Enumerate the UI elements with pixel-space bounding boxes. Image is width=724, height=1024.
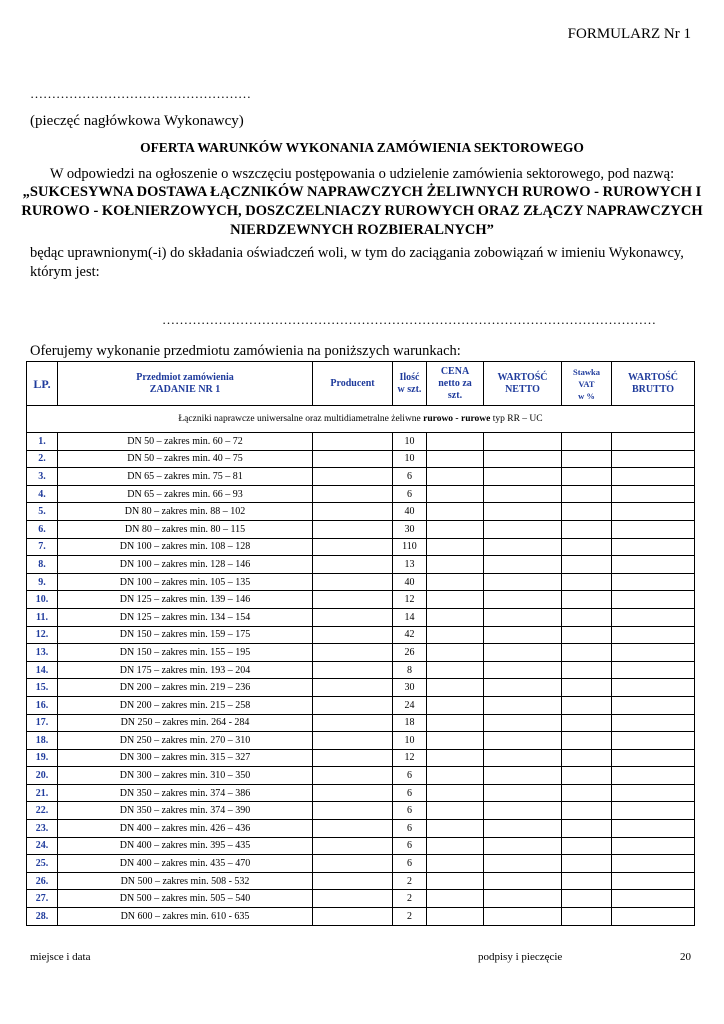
offer-table xyxy=(26,361,695,926)
unit-price-cell[interactable] xyxy=(427,872,484,890)
lp-cell: 18. xyxy=(27,732,58,750)
lp-cell: 7. xyxy=(27,538,58,556)
lp-cell: 1. xyxy=(27,433,58,451)
vat-rate-cell[interactable] xyxy=(562,485,612,503)
item-cell: DN 400 – zakres min. 426 – 436 xyxy=(58,820,313,838)
gross-value-cell[interactable] xyxy=(612,608,695,626)
producer-cell[interactable] xyxy=(313,802,393,820)
vat-rate-cell[interactable] xyxy=(562,503,612,521)
qty-cell: 2 xyxy=(393,890,427,908)
page-number: 20 xyxy=(680,951,691,963)
unit-price-cell[interactable] xyxy=(427,538,484,556)
producer-cell[interactable] xyxy=(313,608,393,626)
table-row xyxy=(27,784,695,802)
vat-rate-cell[interactable] xyxy=(562,802,612,820)
net-value-cell[interactable] xyxy=(484,556,562,574)
header-vat-line2: VAT xyxy=(578,378,595,389)
header-subject-line1: Przedmiot zamówienia xyxy=(136,371,234,383)
table-row xyxy=(27,433,695,451)
qty-cell: 10 xyxy=(393,732,427,750)
net-value-cell[interactable] xyxy=(484,661,562,679)
table-row xyxy=(27,837,695,855)
producer-cell[interactable] xyxy=(313,855,393,873)
producer-cell[interactable] xyxy=(313,890,393,908)
table-row xyxy=(27,890,695,908)
item-cell: DN 80 – zakres min. 88 – 102 xyxy=(58,503,313,521)
item-cell: DN 500 – zakres min. 508 - 532 xyxy=(58,872,313,890)
item-cell: DN 150 – zakres min. 159 – 175 xyxy=(58,626,313,644)
vat-rate-cell[interactable] xyxy=(562,468,612,486)
qty-cell: 6 xyxy=(393,784,427,802)
gross-value-cell[interactable] xyxy=(612,837,695,855)
unit-price-cell[interactable] xyxy=(427,573,484,591)
place-date-label: miejsce i data xyxy=(30,951,91,963)
header-lp: LP. xyxy=(27,362,58,406)
gross-value-cell[interactable] xyxy=(612,820,695,838)
qty-cell: 6 xyxy=(393,802,427,820)
document-title: OFERTA WARUNKÓW WYKONANIA ZAMÓWIENIA SEKTOROWEGO xyxy=(140,140,584,155)
gross-value-cell[interactable] xyxy=(612,802,695,820)
gross-value-cell[interactable] xyxy=(612,468,695,486)
lp-cell: 27. xyxy=(27,890,58,908)
vat-rate-cell[interactable] xyxy=(562,608,612,626)
net-value-cell[interactable] xyxy=(484,433,562,451)
item-cell: DN 80 – zakres min. 80 – 115 xyxy=(58,520,313,538)
lp-cell: 15. xyxy=(27,679,58,697)
vat-rate-cell[interactable] xyxy=(562,696,612,714)
lp-cell: 12. xyxy=(27,626,58,644)
unit-price-cell[interactable] xyxy=(427,890,484,908)
table-row xyxy=(27,732,695,750)
unit-price-cell[interactable] xyxy=(427,802,484,820)
lp-cell: 17. xyxy=(27,714,58,732)
item-cell: DN 300 – zakres min. 310 – 350 xyxy=(58,767,313,785)
vat-rate-cell[interactable] xyxy=(562,644,612,662)
unit-price-cell[interactable] xyxy=(427,644,484,662)
gross-value-cell[interactable] xyxy=(612,433,695,451)
vat-rate-cell[interactable] xyxy=(562,556,612,574)
vat-rate-cell[interactable] xyxy=(562,890,612,908)
table-row xyxy=(27,626,695,644)
gross-value-cell[interactable] xyxy=(612,556,695,574)
qty-cell: 6 xyxy=(393,485,427,503)
header-subject-line2: ZADANIE NR 1 xyxy=(149,383,221,395)
table-row xyxy=(27,714,695,732)
lp-cell: 23. xyxy=(27,820,58,838)
producer-cell[interactable] xyxy=(313,626,393,644)
item-cell: DN 200 – zakres min. 219 – 236 xyxy=(58,679,313,697)
item-cell: DN 250 – zakres min. 270 – 310 xyxy=(58,732,313,750)
net-value-cell[interactable] xyxy=(484,608,562,626)
vat-rate-cell[interactable] xyxy=(562,679,612,697)
item-cell: DN 250 – zakres min. 264 - 284 xyxy=(58,714,313,732)
net-value-cell[interactable] xyxy=(484,644,562,662)
header-price-line3: szt. xyxy=(447,389,463,401)
gross-value-cell[interactable] xyxy=(612,591,695,609)
item-cell: DN 150 – zakres min. 155 – 195 xyxy=(58,644,313,662)
table-row xyxy=(27,749,695,767)
unit-price-cell[interactable] xyxy=(427,433,484,451)
unit-price-cell[interactable] xyxy=(427,749,484,767)
unit-price-cell[interactable] xyxy=(427,608,484,626)
lp-cell: 6. xyxy=(27,520,58,538)
lp-cell: 21. xyxy=(27,784,58,802)
item-cell: DN 100 – zakres min. 108 – 128 xyxy=(58,538,313,556)
gross-value-cell[interactable] xyxy=(612,872,695,890)
qty-cell: 10 xyxy=(393,450,427,468)
producer-cell[interactable] xyxy=(313,556,393,574)
gross-value-cell[interactable] xyxy=(612,485,695,503)
lp-cell: 10. xyxy=(27,591,58,609)
vat-rate-cell[interactable] xyxy=(562,784,612,802)
vat-rate-cell[interactable] xyxy=(562,732,612,750)
item-cell: DN 50 – zakres min. 60 – 72 xyxy=(58,433,313,451)
qty-cell: 40 xyxy=(393,503,427,521)
stamp-placeholder: …………………………………………… xyxy=(30,86,251,101)
table-row xyxy=(27,855,695,873)
unit-price-cell[interactable] xyxy=(427,732,484,750)
lp-cell: 22. xyxy=(27,802,58,820)
item-cell: DN 300 – zakres min. 315 – 327 xyxy=(58,749,313,767)
lp-cell: 13. xyxy=(27,644,58,662)
table-row xyxy=(27,450,695,468)
unit-price-cell[interactable] xyxy=(427,520,484,538)
vat-rate-cell[interactable] xyxy=(562,749,612,767)
producer-cell[interactable] xyxy=(313,732,393,750)
header-gross-line1: WARTOŚĆ xyxy=(627,371,679,383)
producer-cell[interactable] xyxy=(313,679,393,697)
net-value-cell[interactable] xyxy=(484,714,562,732)
unit-price-cell[interactable] xyxy=(427,661,484,679)
net-value-cell[interactable] xyxy=(484,872,562,890)
vat-rate-cell[interactable] xyxy=(562,837,612,855)
producer-cell[interactable] xyxy=(313,837,393,855)
header-gross-line2: BRUTTO xyxy=(631,383,675,395)
table-row xyxy=(27,820,695,838)
gross-value-cell[interactable] xyxy=(612,644,695,662)
qty-cell: 42 xyxy=(393,626,427,644)
producer-cell[interactable] xyxy=(313,503,393,521)
table-header-row xyxy=(27,362,695,406)
net-value-cell[interactable] xyxy=(484,485,562,503)
qty-cell: 13 xyxy=(393,556,427,574)
qty-cell: 6 xyxy=(393,855,427,873)
unit-price-cell[interactable] xyxy=(427,450,484,468)
gross-value-cell[interactable] xyxy=(612,714,695,732)
unit-price-cell[interactable] xyxy=(427,556,484,574)
item-cell: DN 100 – zakres min. 128 – 146 xyxy=(58,556,313,574)
net-value-cell[interactable] xyxy=(484,820,562,838)
section-label-c: typ RR – UC xyxy=(490,414,543,424)
vat-rate-cell[interactable] xyxy=(562,538,612,556)
vat-rate-cell[interactable] xyxy=(562,767,612,785)
producer-cell[interactable] xyxy=(313,468,393,486)
qty-cell: 8 xyxy=(393,661,427,679)
gross-value-cell[interactable] xyxy=(612,767,695,785)
qty-cell: 6 xyxy=(393,468,427,486)
vat-rate-cell[interactable] xyxy=(562,872,612,890)
lp-cell: 3. xyxy=(27,468,58,486)
producer-cell[interactable] xyxy=(313,450,393,468)
gross-value-cell[interactable] xyxy=(612,538,695,556)
producer-cell[interactable] xyxy=(313,872,393,890)
item-cell: DN 175 – zakres min. 193 – 204 xyxy=(58,661,313,679)
authorization-text: będąc uprawnionym(-i) do składania oświadczeń woli, w tym do zaciągania zobowiązań w imieniu Wykonawcy, którym jest: xyxy=(30,245,684,280)
vat-rate-cell[interactable] xyxy=(562,573,612,591)
lp-cell: 19. xyxy=(27,749,58,767)
intro-text: W odpowiedzi na ogłoszenie o wszczęciu postępowania o udzielenie zamówienia sektorowego, pod nazwą: xyxy=(49,166,675,182)
producer-cell[interactable] xyxy=(313,661,393,679)
header-subject xyxy=(58,362,313,406)
table-row xyxy=(27,573,695,591)
qty-cell: 26 xyxy=(393,644,427,662)
lp-cell: 5. xyxy=(27,503,58,521)
gross-value-cell[interactable] xyxy=(612,784,695,802)
header-producer: Producent xyxy=(313,362,393,406)
unit-price-cell[interactable] xyxy=(427,485,484,503)
unit-price-cell[interactable] xyxy=(427,820,484,838)
section-label-a: Łączniki naprawcze uniwersalne oraz multidiametralne żeliwne xyxy=(178,414,424,424)
item-cell: DN 200 – zakres min. 215 – 258 xyxy=(58,696,313,714)
qty-cell: 14 xyxy=(393,608,427,626)
unit-price-cell[interactable] xyxy=(427,714,484,732)
producer-cell[interactable] xyxy=(313,784,393,802)
producer-cell[interactable] xyxy=(313,696,393,714)
net-value-cell[interactable] xyxy=(484,503,562,521)
form-number: FORMULARZ Nr 1 xyxy=(567,26,691,42)
header-net-value xyxy=(484,362,562,406)
unit-price-cell[interactable] xyxy=(427,784,484,802)
contractor-placeholder: …………………………………………………………………………………………………… xyxy=(162,312,656,327)
qty-cell: 12 xyxy=(393,591,427,609)
table-row xyxy=(27,503,695,521)
gross-value-cell[interactable] xyxy=(612,450,695,468)
qty-cell: 2 xyxy=(393,872,427,890)
unit-price-cell[interactable] xyxy=(427,503,484,521)
table-row xyxy=(27,538,695,556)
lp-cell: 8. xyxy=(27,556,58,574)
qty-cell: 40 xyxy=(393,573,427,591)
table-row xyxy=(27,556,695,574)
header-qty xyxy=(393,362,427,406)
gross-value-cell[interactable] xyxy=(612,855,695,873)
signatures-label: podpisy i pieczęcie xyxy=(478,951,563,963)
lp-cell: 2. xyxy=(27,450,58,468)
net-value-cell[interactable] xyxy=(484,450,562,468)
unit-price-cell[interactable] xyxy=(427,468,484,486)
header-qty-line2: w szt. xyxy=(397,383,422,395)
gross-value-cell[interactable] xyxy=(612,749,695,767)
vat-rate-cell[interactable] xyxy=(562,820,612,838)
net-value-cell[interactable] xyxy=(484,908,562,926)
table-row xyxy=(27,485,695,503)
net-value-cell[interactable] xyxy=(484,591,562,609)
vat-rate-cell[interactable] xyxy=(562,908,612,926)
header-net-line2: NETTO xyxy=(505,383,540,395)
producer-cell[interactable] xyxy=(313,749,393,767)
unit-price-cell[interactable] xyxy=(427,855,484,873)
header-unit-price xyxy=(427,362,484,406)
table-row xyxy=(27,696,695,714)
net-value-cell[interactable] xyxy=(484,855,562,873)
table-row xyxy=(27,520,695,538)
lp-cell: 20. xyxy=(27,767,58,785)
gross-value-cell[interactable] xyxy=(612,908,695,926)
item-cell: DN 65 – zakres min. 75 – 81 xyxy=(58,468,313,486)
qty-cell: 6 xyxy=(393,767,427,785)
lp-cell: 25. xyxy=(27,855,58,873)
producer-cell[interactable] xyxy=(313,538,393,556)
net-value-cell[interactable] xyxy=(484,626,562,644)
tender-subject: „SUKCESYWNA DOSTAWA ŁĄCZNIKÓW NAPRAWCZYCH ŻELIWNYCH RUROWO - RUROWYCH I RUROWO - KOŁNIERZOWYCH, DOSZCZELNIACZY RUROWYCH ORAZ ZŁĄCZY NAPRAWCZYCH NIERDZEWNYCH ROZBIERALNYCH” xyxy=(21,184,703,238)
item-cell: DN 125 – zakres min. 134 – 154 xyxy=(58,608,313,626)
item-cell: DN 65 – zakres min. 66 – 93 xyxy=(58,485,313,503)
item-cell: DN 350 – zakres min. 374 – 386 xyxy=(58,784,313,802)
producer-cell[interactable] xyxy=(313,820,393,838)
section-label xyxy=(27,406,695,433)
producer-cell[interactable] xyxy=(313,433,393,451)
gross-value-cell[interactable] xyxy=(612,626,695,644)
section-label-b: rurowo - rurowe xyxy=(423,414,491,424)
header-gross-value xyxy=(612,362,695,406)
vat-rate-cell[interactable] xyxy=(562,714,612,732)
net-value-cell[interactable] xyxy=(484,837,562,855)
unit-price-cell[interactable] xyxy=(427,626,484,644)
gross-value-cell[interactable] xyxy=(612,573,695,591)
item-cell: DN 500 – zakres min. 505 – 540 xyxy=(58,890,313,908)
offer-statement: Oferujemy wykonanie przedmiotu zamówienia na poniższych warunkach: xyxy=(30,343,461,359)
producer-cell[interactable] xyxy=(313,644,393,662)
qty-cell: 24 xyxy=(393,696,427,714)
header-vat-line3: w % xyxy=(578,390,595,401)
net-value-cell[interactable] xyxy=(484,696,562,714)
table-row xyxy=(27,872,695,890)
gross-value-cell[interactable] xyxy=(612,732,695,750)
item-cell: DN 100 – zakres min. 105 – 135 xyxy=(58,573,313,591)
table-row xyxy=(27,679,695,697)
lp-cell: 9. xyxy=(27,573,58,591)
net-value-cell[interactable] xyxy=(484,732,562,750)
producer-cell[interactable] xyxy=(313,520,393,538)
stamp-label: (pieczęć nagłówkowa Wykonawcy) xyxy=(30,113,244,129)
net-value-cell[interactable] xyxy=(484,802,562,820)
qty-cell: 18 xyxy=(393,714,427,732)
vat-rate-cell[interactable] xyxy=(562,591,612,609)
header-net-line1: WARTOŚĆ xyxy=(497,371,548,383)
vat-rate-cell[interactable] xyxy=(562,520,612,538)
vat-rate-cell[interactable] xyxy=(562,450,612,468)
lp-cell: 26. xyxy=(27,872,58,890)
header-price-line2: netto za xyxy=(438,377,472,389)
header-qty-line1: Ilość xyxy=(399,371,420,383)
net-value-cell[interactable] xyxy=(484,784,562,802)
section-row xyxy=(27,406,695,433)
item-cell: DN 125 – zakres min. 139 – 146 xyxy=(58,591,313,609)
item-cell: DN 400 – zakres min. 435 – 470 xyxy=(58,855,313,873)
lp-cell: 24. xyxy=(27,837,58,855)
producer-cell[interactable] xyxy=(313,714,393,732)
vat-rate-cell[interactable] xyxy=(562,626,612,644)
header-vat-rate xyxy=(562,362,612,406)
qty-cell: 12 xyxy=(393,749,427,767)
unit-price-cell[interactable] xyxy=(427,679,484,697)
table-row xyxy=(27,608,695,626)
lp-cell: 4. xyxy=(27,485,58,503)
lp-cell: 28. xyxy=(27,908,58,926)
qty-cell: 6 xyxy=(393,820,427,838)
header-vat-line1: Stawka xyxy=(573,366,600,377)
header-price-line1: CENA xyxy=(440,365,470,377)
producer-cell[interactable] xyxy=(313,573,393,591)
table-row xyxy=(27,468,695,486)
net-value-cell[interactable] xyxy=(484,520,562,538)
gross-value-cell[interactable] xyxy=(612,890,695,908)
vat-rate-cell[interactable] xyxy=(562,855,612,873)
table-row xyxy=(27,767,695,785)
lp-cell: 11. xyxy=(27,608,58,626)
gross-value-cell[interactable] xyxy=(612,520,695,538)
producer-cell[interactable] xyxy=(313,591,393,609)
table-row xyxy=(27,908,695,926)
qty-cell: 110 xyxy=(393,538,427,556)
unit-price-cell[interactable] xyxy=(427,696,484,714)
table-row xyxy=(27,661,695,679)
item-cell: DN 400 – zakres min. 395 – 435 xyxy=(58,837,313,855)
unit-price-cell[interactable] xyxy=(427,908,484,926)
item-cell: DN 50 – zakres min. 40 – 75 xyxy=(58,450,313,468)
unit-price-cell[interactable] xyxy=(427,767,484,785)
net-value-cell[interactable] xyxy=(484,749,562,767)
table-row xyxy=(27,644,695,662)
vat-rate-cell[interactable] xyxy=(562,661,612,679)
net-value-cell[interactable] xyxy=(484,890,562,908)
producer-cell[interactable] xyxy=(313,485,393,503)
net-value-cell[interactable] xyxy=(484,679,562,697)
qty-cell: 30 xyxy=(393,679,427,697)
unit-price-cell[interactable] xyxy=(427,837,484,855)
gross-value-cell[interactable] xyxy=(612,503,695,521)
qty-cell: 2 xyxy=(393,908,427,926)
table-row xyxy=(27,591,695,609)
gross-value-cell[interactable] xyxy=(612,696,695,714)
item-cell: DN 350 – zakres min. 374 – 390 xyxy=(58,802,313,820)
net-value-cell[interactable] xyxy=(484,573,562,591)
net-value-cell[interactable] xyxy=(484,767,562,785)
producer-cell[interactable] xyxy=(313,908,393,926)
table-row xyxy=(27,802,695,820)
qty-cell: 10 xyxy=(393,433,427,451)
qty-cell: 30 xyxy=(393,520,427,538)
producer-cell[interactable] xyxy=(313,767,393,785)
net-value-cell[interactable] xyxy=(484,538,562,556)
lp-cell: 14. xyxy=(27,661,58,679)
qty-cell: 6 xyxy=(393,837,427,855)
vat-rate-cell[interactable] xyxy=(562,433,612,451)
unit-price-cell[interactable] xyxy=(427,591,484,609)
lp-cell: 16. xyxy=(27,696,58,714)
item-cell: DN 600 – zakres min. 610 - 635 xyxy=(58,908,313,926)
gross-value-cell[interactable] xyxy=(612,679,695,697)
gross-value-cell[interactable] xyxy=(612,661,695,679)
net-value-cell[interactable] xyxy=(484,468,562,486)
